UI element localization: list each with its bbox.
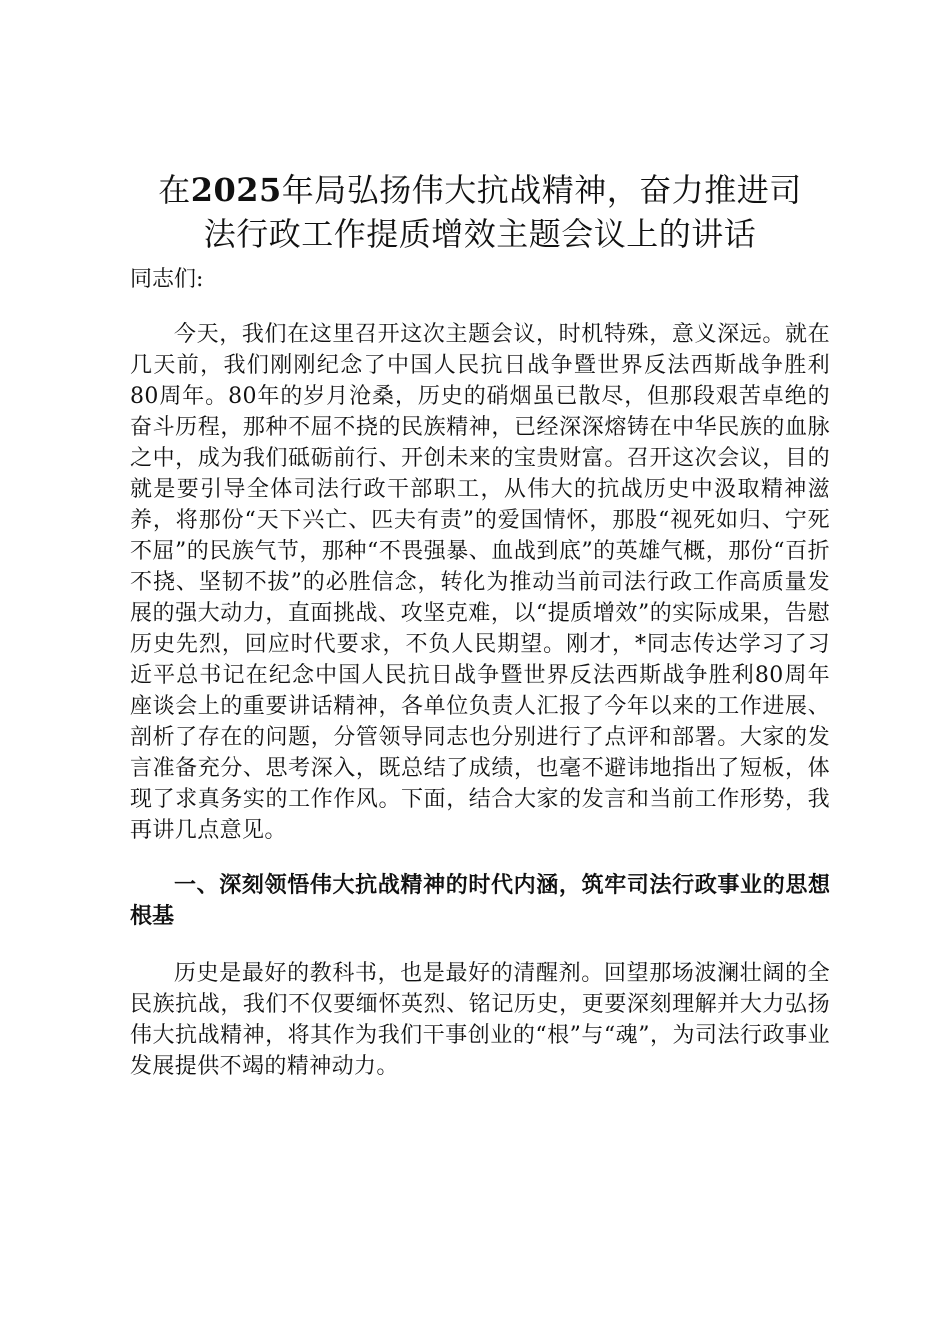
document-title: [130, 168, 830, 256]
salutation: 同志们:: [130, 267, 204, 292]
title-line-1: [130, 168, 830, 212]
title-line-2: 法行政工作提质增效主题会议上的讲话: [203, 215, 757, 253]
title-prefix: 在: [158, 171, 191, 209]
title-year: 2025: [190, 171, 282, 209]
paragraph-intro: 今天，我们在这里召开这次主题会议，时机特殊，意义深远。就在几天前，我们刚刚纪念了中国人民抗日战争暨世界反法西斯战争胜利80周年。80年的岁月沧桑，历史的硝烟虽已散尽，但那段艰苦卓绝的奋斗历程，那种不屈不挠的民族精神，已经深深熔铸在中华民族的血脉之中，成为我们砥砺前行、开创未来的宝贵财富。召开这次会议，目的就是要引导全体司法行政干部职工，从伟大的抗战历史中汲取精神滋养，将那份“天下兴亡、匹夫有责”的爱国情怀，那股“视死如归、宁死不屈”的民族气节，那种“不畏强暴、血战到底”的英雄气概，那份“百折不挠、坚韧不拔”的必胜信念，转化为推动当前司法行政工作高质量发展的强大动力，直面挑战、攻坚克难，以“提质增效”的实际成果，告慰历史先烈，回应时代要求，不负人民期望。刚才，*同志传达学习了习近平总书记在纪念中国人民抗日战争暨世界反法西斯战争胜利80周年座谈会上的重要讲话精神，各单位负责人汇报了今年以来的工作进展、剖析了存在的问题，分管领导同志也分别进行了点评和部署。大家的发言准备充分、思考深入，既总结了成绩，也毫不避讳地指出了短板，体现了求真务实的工作作风。下面，结合大家的发言和当前工作形势，我再讲几点意见。: [130, 322, 830, 843]
section-heading-1: 一、深刻领悟伟大抗战精神的时代内涵，筑牢司法行政事业的思想根基: [130, 872, 830, 929]
title-line-1-rest: 年局弘扬伟大抗战精神，奋力推进司: [281, 171, 802, 209]
paragraph-section-1: 历史是最好的教科书，也是最好的清醒剂。回望那场波澜壮阔的全民族抗战，我们不仅要缅怀英烈、铭记历史，更要深刻理解并大力弘扬伟大抗战精神，将其作为我们干事创业的“根”与“魂”，为司法行政事业发展提供不竭的精神动力。: [130, 961, 830, 1079]
document-page: [130, 168, 830, 1082]
